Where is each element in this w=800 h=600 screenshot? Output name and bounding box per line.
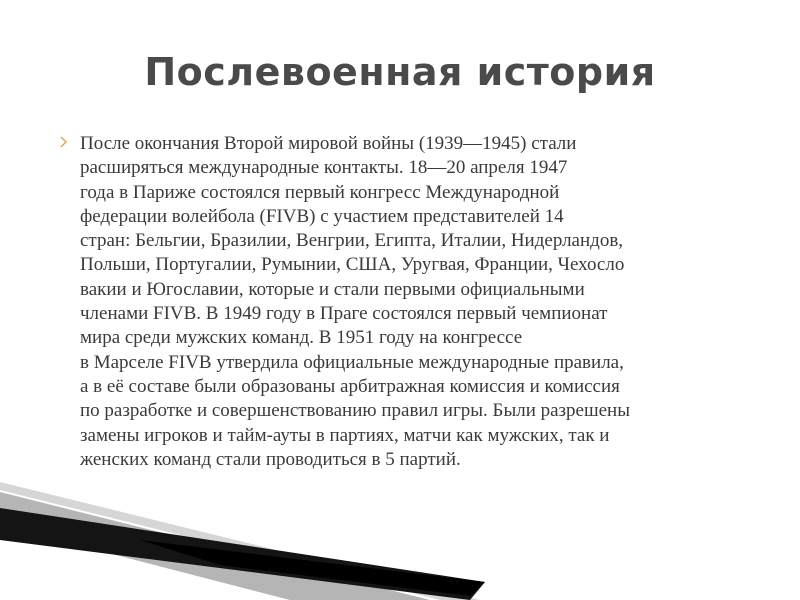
paragraph-line: а в её составе были образованы арбитражная комиссия и комиссия xyxy=(80,375,620,397)
bullet-item xyxy=(58,132,763,472)
paragraph-line: После окончания Второй мировой войны (1939—1945) стали xyxy=(80,133,577,154)
slide-body xyxy=(58,132,763,472)
paragraph-line: Польши, Португалии, Румынии, США, Уругвая, Франции, Чехосло xyxy=(80,254,625,276)
paragraph-line: года в Париже состоялся первый конгресс Международной xyxy=(80,181,560,203)
paragraph-line: в Марселе FIVB утвердила официальные международные правила, xyxy=(80,351,624,373)
paragraph-line: вакии и Югославии, которые и стали первыми официальными xyxy=(80,278,585,300)
paragraph-line: стран: Бельгии, Бразилии, Венгрии, Египта, Италии, Нидерландов, xyxy=(80,230,624,252)
paragraph-line: мира среди мужских команд. В 1951 году на конгрессе xyxy=(80,327,523,349)
bullet-paragraph xyxy=(80,132,763,472)
paragraph-line: членами FIVB. В 1949 году в Праге состоялся первый чемпионат xyxy=(80,303,608,325)
chevron-bullet-icon xyxy=(58,134,70,150)
paragraph-line: расширяться международные контакты. 18—20 апреля 1947 xyxy=(80,157,568,179)
slide-title: Послевоенная история xyxy=(144,50,656,94)
paragraph-line: федерации волейбола (FIVB) с участием представителей 14 xyxy=(80,205,564,227)
paragraph-line: замены игроков и тайм-ауты в партиях, матчи как мужских, так и xyxy=(80,424,610,446)
paragraph-line: женских команд стали проводиться в 5 партий. xyxy=(80,448,461,470)
paragraph-line: по разработке и совершенствованию правил игры. Были разрешены xyxy=(80,400,630,422)
